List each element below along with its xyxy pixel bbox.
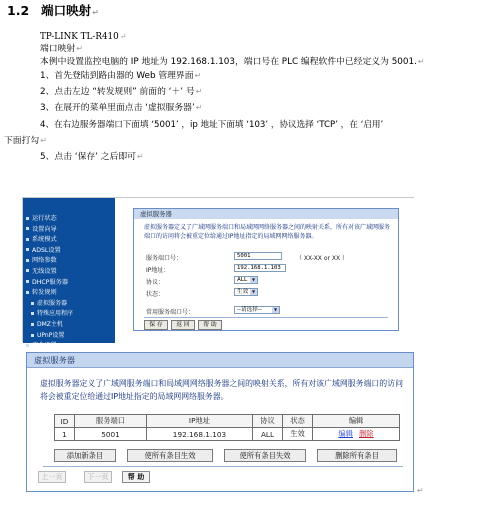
next-page-button[interactable]: 下一页 xyxy=(84,471,112,483)
step-text: 5、点击 ‘保存’ 之后即可 xyxy=(40,152,136,162)
sidebar-item-label: 运行状态 xyxy=(32,215,57,222)
common-port-value: --请选择-- xyxy=(237,307,262,313)
paragraph-mark-icon: ↵ xyxy=(40,136,47,145)
form-description: 虚拟服务器定义了广域网服务端口和局域网网络服务器之间的映射关系，所有对该广域网服务端口的访问将会被重定位给通过IP地址指定的局域网网络服务器。 xyxy=(144,224,391,240)
bullet-icon xyxy=(26,248,29,251)
chevron-down-icon: ▼ xyxy=(251,289,256,294)
cell-ip: 192.168.1.103 xyxy=(147,428,253,441)
bullet-icon xyxy=(26,344,29,347)
step-text: 4、在右边服务器端口下面填 ‘5001’ ，ip 地址下面填 ‘103’ ，协议选择 ‘TCP’ ，在 ‘启用’ xyxy=(40,120,384,130)
col-edit: 编辑 xyxy=(313,415,400,428)
sidebar-item-label: 安全设置 xyxy=(32,342,57,350)
sidebar-item[interactable] xyxy=(23,246,115,257)
step-2 xyxy=(40,86,202,98)
status-label: 状态： xyxy=(146,291,165,298)
paragraph-mark-icon: ↵ xyxy=(417,486,424,495)
bullet-icon xyxy=(26,291,29,294)
paragraph-mark-icon: ↵ xyxy=(136,152,144,161)
step-text: 3、在展开的菜单里面点击 ‘虚拟服务器’ xyxy=(40,103,195,113)
col-status: 状态 xyxy=(283,415,313,428)
sidebar-item[interactable] xyxy=(23,320,115,331)
sidebar-item-label: 转发规则 xyxy=(32,289,57,297)
delete-all-button[interactable]: 删除所有条目 xyxy=(317,449,397,462)
bullet-icon xyxy=(26,269,29,272)
col-protocol: 协议 xyxy=(253,415,283,428)
col-ip: IP地址 xyxy=(147,415,253,428)
status-select[interactable] xyxy=(234,288,258,296)
sidebar-item-label: 系统模式 xyxy=(32,236,57,244)
bullet-icon xyxy=(31,312,34,315)
ip-input[interactable]: 192.168.1.103 xyxy=(234,264,286,272)
paragraph-mark-icon: ↵ xyxy=(195,103,203,112)
paragraph-mark-icon: ↵ xyxy=(76,44,83,53)
router-config-screenshot xyxy=(22,197,414,350)
help-button[interactable]: 帮 助 xyxy=(122,471,150,483)
sidebar-item-label: 网络参数 xyxy=(32,257,57,265)
intro-line xyxy=(40,56,425,68)
disable-all-button[interactable]: 使所有条目失效 xyxy=(224,449,306,462)
help-button[interactable]: 帮 助 xyxy=(198,320,222,330)
cell-port: 5001 xyxy=(75,428,147,441)
sidebar-item-label: 特殊应用程序 xyxy=(37,310,74,318)
paragraph-mark-icon: ↵ xyxy=(92,8,99,17)
bullet-icon xyxy=(26,217,29,220)
col-port: 服务端口 xyxy=(75,415,147,428)
step-1 xyxy=(40,70,201,82)
paragraph-mark-icon: ↵ xyxy=(417,57,425,66)
sidebar-item[interactable] xyxy=(23,288,115,299)
sidebar-item-label: UPnP设置 xyxy=(37,331,65,339)
delete-link[interactable]: 删除 xyxy=(359,429,374,438)
status-value: 生效 xyxy=(237,289,249,295)
subtitle-text: 端口映射 xyxy=(40,44,76,54)
chevron-down-icon: ▼ xyxy=(251,277,256,282)
common-port-label: 常用服务端口号： xyxy=(146,309,195,316)
step-3 xyxy=(40,102,202,114)
sidebar-item-label: DHCP服务器 xyxy=(32,278,69,286)
back-button[interactable]: 返 回 xyxy=(171,320,195,330)
step-4 xyxy=(40,119,383,131)
sidebar-item[interactable] xyxy=(23,214,115,225)
cell-protocol: ALL xyxy=(253,428,283,441)
paragraph-mark-icon: ↵ xyxy=(194,71,202,80)
virtual-server-list-screenshot xyxy=(26,352,414,492)
list-title: 虚拟服务器 xyxy=(27,353,413,368)
sidebar-item[interactable] xyxy=(23,331,115,342)
sidebar-item[interactable] xyxy=(23,256,115,267)
bullet-icon xyxy=(31,302,34,305)
cell-actions xyxy=(313,428,400,441)
port-hint: （ XX-XX or XX ） xyxy=(296,255,348,262)
rules-table xyxy=(54,414,400,441)
prev-page-button[interactable]: 上一页 xyxy=(38,471,66,483)
sidebar-item-label: 设置向导 xyxy=(32,225,57,233)
virtual-server-form xyxy=(133,208,399,331)
paragraph-mark-icon: ↵ xyxy=(195,87,203,96)
sidebar-item[interactable] xyxy=(23,341,115,352)
add-entry-button[interactable]: 添加新条目 xyxy=(54,449,116,462)
cell-id: 1 xyxy=(55,428,75,441)
heading-title: 端口映射 xyxy=(41,3,92,18)
divider xyxy=(144,317,388,318)
port-label: 服务端口号： xyxy=(146,255,183,262)
heading-number: 1.2 xyxy=(7,3,30,18)
bullet-icon xyxy=(26,238,29,241)
sidebar-item[interactable] xyxy=(23,235,115,246)
common-port-select[interactable] xyxy=(234,306,280,314)
sidebar-item-label: 虚拟服务器 xyxy=(37,299,68,307)
table-row xyxy=(55,428,400,441)
list-description: 虚拟服务器定义了广域网服务端口和局域网网络服务器之间的映射关系，所有对该广域网服务端口的访问将会被重定位给通过IP地址指定的局域网网络服务器。 xyxy=(40,379,403,401)
model-line xyxy=(40,31,126,43)
form-title: 虚拟服务器 xyxy=(134,209,398,219)
sidebar-item[interactable] xyxy=(23,309,115,320)
section-heading xyxy=(4,1,99,19)
bullet-icon xyxy=(26,259,29,262)
sidebar-item[interactable] xyxy=(23,278,115,289)
edit-link[interactable]: 编辑 xyxy=(338,429,353,438)
sidebar-item-label: ADSL设置 xyxy=(32,246,61,254)
protocol-value: ALL xyxy=(237,277,248,283)
enable-all-button[interactable]: 使所有条目生效 xyxy=(127,449,213,462)
step-5 xyxy=(40,151,144,163)
bullet-icon xyxy=(26,227,29,230)
cell-status: 生效 xyxy=(283,428,313,441)
sidebar-menu xyxy=(23,198,115,350)
sidebar-item-label: 无线设置 xyxy=(32,267,57,275)
port-input[interactable]: 5001 xyxy=(234,252,282,260)
bullet-icon xyxy=(31,323,34,326)
paragraph-mark-icon: ↵ xyxy=(119,32,127,41)
step-4-cont xyxy=(4,135,47,147)
sidebar-item[interactable] xyxy=(23,299,115,310)
protocol-select[interactable] xyxy=(234,276,258,284)
bullet-icon xyxy=(26,280,29,283)
sidebar-item[interactable] xyxy=(23,267,115,278)
table-header-row xyxy=(55,415,400,428)
col-id: ID xyxy=(55,415,75,428)
subtitle-line xyxy=(40,43,83,55)
ip-label: IP地址： xyxy=(146,267,170,274)
divider xyxy=(43,466,403,467)
step-text: 下面打勾 xyxy=(4,136,40,146)
save-button[interactable]: 保 存 xyxy=(144,320,168,330)
chevron-down-icon: ▼ xyxy=(273,307,278,312)
intro-text: 本例中设置监控电脑的 IP 地址为 192.168.1.103，端口号在 PLC 编程软件中已经定义为 5001. xyxy=(40,57,417,67)
sidebar-item[interactable] xyxy=(23,225,115,236)
sidebar-item-label: DMZ主机 xyxy=(37,320,63,328)
main-panel xyxy=(115,198,415,343)
step-text: 1、首先登陆到路由器的 Web 管理界面 xyxy=(40,71,194,81)
step-text: 2、点击左边 “转发规则” 前面的 ‘＋’ 号 xyxy=(40,87,195,97)
model-text: TP-LINK TL-R410 xyxy=(40,32,119,42)
bullet-icon xyxy=(31,334,34,337)
protocol-label: 协议： xyxy=(146,279,165,286)
